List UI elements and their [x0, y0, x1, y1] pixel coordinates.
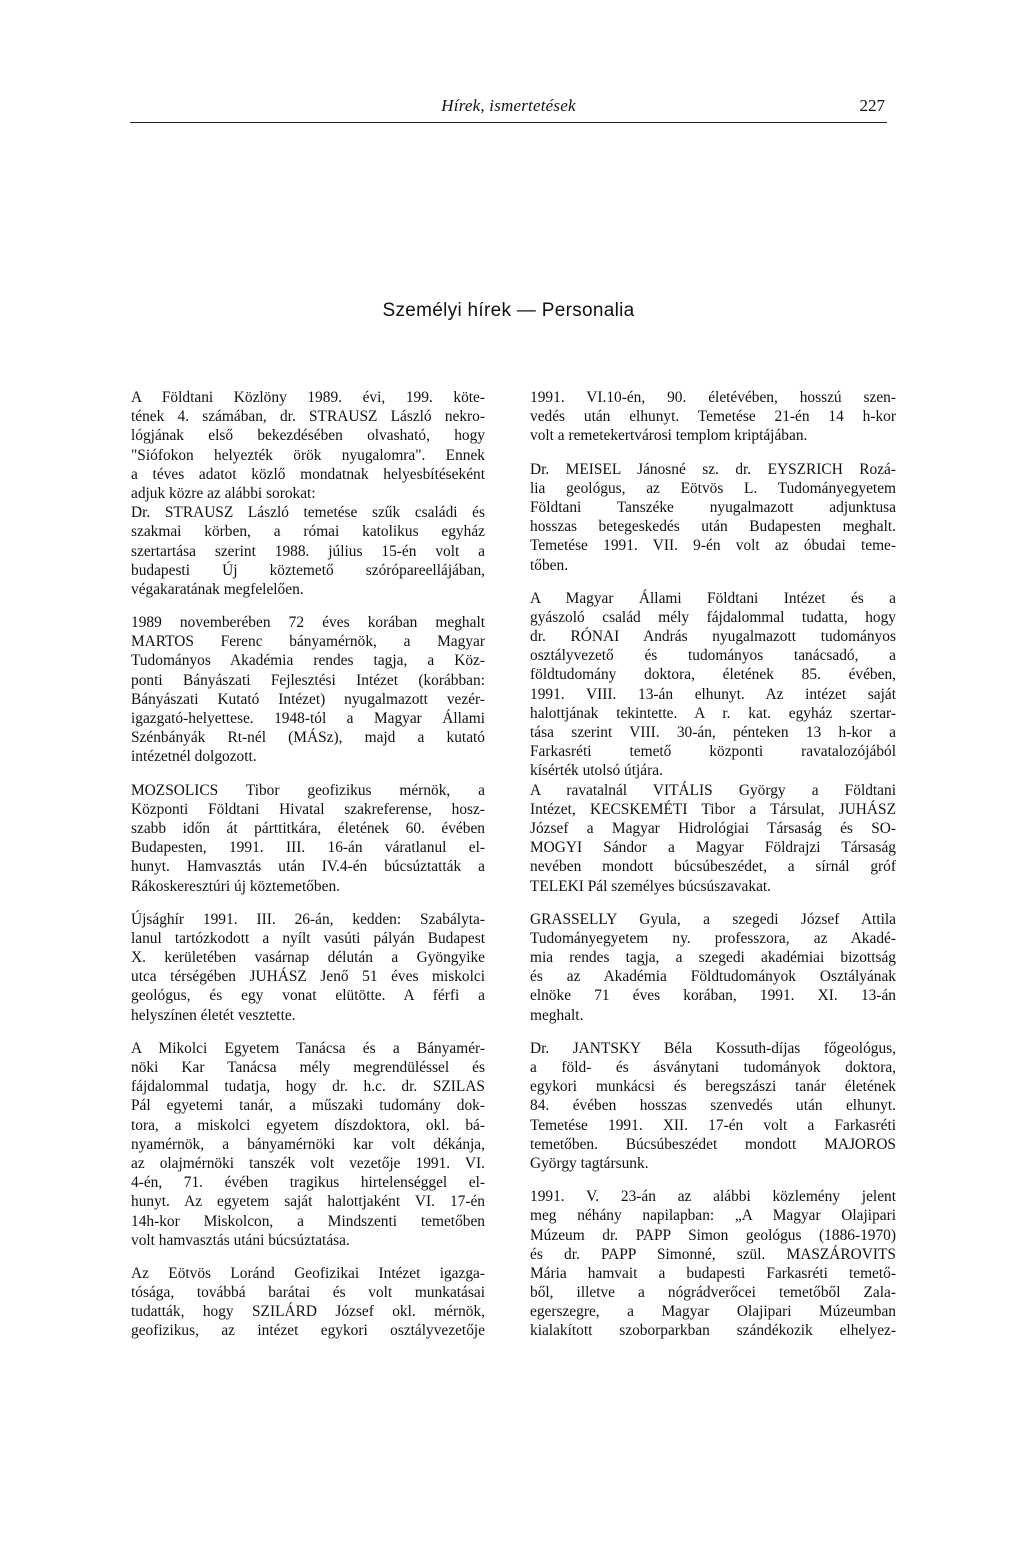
text-line: Temetése 1991. VII. 9-én volt az óbudai teme-	[530, 537, 896, 555]
text-line: Központi Földtani Hivatal szakreferense, hosz-	[131, 800, 485, 818]
right-column	[530, 388, 896, 1341]
text-line: 1989 novemberében 72 éves korában meghalt	[131, 614, 485, 632]
text-line: MOGYI Sándor a Magyar Földrajzi Társaság	[530, 839, 896, 857]
text-line: a téves adatot közlő mondatnak helyesbítéseként	[131, 465, 485, 483]
text-line: 1991. V. 23-án az alábbi közlemény jelent	[530, 1188, 896, 1206]
text-line: A ravatalnál VITÁLIS György a Földtani	[530, 781, 896, 799]
text-line: vedés után elhunyt. Temetése 21-én 14 h-kor	[530, 408, 896, 426]
text-line: nöki Kar Tanácsa mély megrendüléssel és	[131, 1059, 485, 1076]
running-title: Hírek, ismertetések	[441, 96, 576, 115]
news-item	[131, 1264, 485, 1341]
news-item	[530, 1039, 896, 1173]
paragraph-gap	[530, 1173, 896, 1187]
text-line: József a Magyar Hidrológiai Társaság és SO-	[530, 819, 896, 837]
text-line: és az Akadémia Földtudományok Osztályának	[530, 968, 896, 986]
text-line: volt hamvasztás utáni búcsúztatása.	[131, 1231, 350, 1249]
text-line: tének 4. számában, dr. STRAUSZ László nekro-	[131, 408, 485, 426]
text-line: elnöke 71 éves korában, 1991. XI. 13-án	[530, 987, 896, 1005]
text-line: utca térségében JUHÁSZ Jenő 51 éves miskolci	[131, 968, 485, 986]
text-line: az olajmérnöki tanszék volt vezetője 1991. VI.	[131, 1154, 485, 1172]
text-line: Tudományegyetem ny. professzora, az Akadé-	[530, 929, 896, 947]
text-line: osztályvezető és tudományos tanácsadó, a	[530, 647, 896, 665]
text-line: Pál egyetemi tanár, a műszaki tudomány dok-	[131, 1097, 485, 1115]
text-line: hunyt. Az egyetem saját halottjaként VI. 17-én	[131, 1193, 485, 1211]
text-line: meg néhány napilapban: „A Magyar Olajipari	[530, 1207, 896, 1225]
text-line: Dr. STRAUSZ László temetése szűk családi és	[131, 504, 485, 522]
news-item	[131, 910, 485, 1025]
paragraph-gap	[131, 896, 485, 910]
news-item	[530, 388, 896, 446]
text-line: Szénbányák Rt-nél (MÁSz), majd a kutató	[131, 729, 485, 747]
text-line: gyászoló család mély fájdalommal tudatta, hogy	[530, 608, 896, 626]
text-line: Tudományos Akadémia rendes tagja, a Köz-	[131, 652, 485, 670]
text-line: dr. RÓNAI András nyugalmazott tudományos	[530, 628, 896, 646]
paragraph-gap	[530, 446, 896, 460]
text-line: temetőben. Búcsúbeszédet mondott MAJOROS	[530, 1135, 896, 1153]
text-line: adjuk közre az alábbi sorokat:	[131, 484, 316, 502]
text-line: 1991. VI.10-én, 90. életévében, hosszú szen-	[530, 389, 896, 406]
text-line: A Magyar Állami Földtani Intézet és a	[530, 589, 896, 607]
text-line: szabb időn át párttitkára, életének 60. évében	[131, 819, 485, 837]
text-line: Múzeum dr. PAPP Simon geológus (1886-1970)	[530, 1226, 896, 1244]
text-line: szertartása szerint 1988. július 15-én volt a	[131, 542, 485, 560]
text-line: Dr. MEISEL Jánosné sz. dr. EYSZRICH Rozá-	[530, 460, 896, 478]
text-line: 4-én, 71. évében tragikus hirtelenséggel el-	[131, 1174, 485, 1192]
paragraph-gap	[131, 767, 485, 781]
paragraph-gap	[530, 575, 896, 589]
news-item	[131, 781, 485, 896]
text-line: földtudomány doktora, életének 85. évében,	[530, 666, 896, 684]
text-line: kísérték utolsó útjára.	[530, 762, 663, 780]
section-title: Személyi hírek — Personalia	[382, 300, 635, 321]
text-line: A Földtani Közlöny 1989. évi, 199. köte-	[131, 389, 485, 406]
news-item	[131, 613, 485, 767]
text-line: tudatták, hogy SZILÁRD József okl. mérnök,	[131, 1303, 485, 1321]
text-line: intézetnél dolgozott.	[131, 748, 257, 766]
text-line: 1991. VIII. 13-án elhunyt. Az intézet saját	[530, 685, 896, 703]
news-item	[530, 1187, 896, 1341]
text-line: budapesti Új köztemető szórópareellájában,	[131, 561, 485, 579]
text-line: ből, illetve a nógrádverőcei temetőből Zala-	[530, 1284, 896, 1302]
news-item	[530, 460, 896, 575]
text-line: volt a remetekertvárosi templom kriptájában.	[530, 427, 808, 445]
text-line: Mária hamvait a budapesti Farkasréti temető-	[530, 1264, 896, 1282]
left-column	[131, 388, 485, 1341]
text-line: A Mikolci Egyetem Tanácsa és a Bányamér-	[131, 1039, 485, 1057]
running-head	[130, 92, 887, 123]
text-line: GRASSELLY Gyula, a szegedi József Attila	[530, 910, 896, 928]
text-line: 84. évében hosszas szenvedés után elhunyt.	[530, 1097, 896, 1115]
news-item	[530, 589, 896, 896]
text-line: MARTOS Ferenc bányamérnök, a Magyar	[131, 633, 485, 651]
text-line: nyamérnök, a bányamérnöki kar volt dékánja,	[131, 1135, 485, 1153]
text-line: tása szerint VIII. 30-án, pénteken 13 h-kor a	[530, 724, 896, 741]
text-line: tora, a miskolci egyetem díszdoktora, okl. bá-	[131, 1116, 485, 1134]
page-number: 227	[859, 96, 885, 115]
text-line: TELEKI Pál személyes búcsúszavakat.	[530, 877, 772, 895]
text-line: szakmai körben, a római katolikus egyház	[131, 523, 485, 541]
news-item	[131, 1039, 485, 1250]
text-line: hunyt. Hamvasztás után IV.4-én búcsúztatták a	[131, 858, 485, 876]
text-line: Farkasréti temető központi ravatalozójából	[530, 743, 896, 761]
text-line: Budapesten, 1991. III. 16-án váratlanul el-	[131, 839, 485, 857]
text-line: Bányászati Kutató Intézet) nyugalmazott vezér-	[131, 690, 485, 708]
text-line: Az Eötvös Loránd Geofizikai Intézet igazga-	[131, 1264, 485, 1282]
text-line: 14h-kor Miskolcon, a Mindszenti temetőben	[131, 1212, 485, 1230]
text-line: helyszínen életét vesztette.	[131, 1006, 296, 1024]
text-line: tőben.	[530, 556, 569, 574]
text-line: Földtani Tanszéke nyugalmazott adjunktusa	[530, 498, 896, 516]
text-line: mia rendes tagja, a szegedi akadémiai bizottság	[530, 949, 896, 967]
text-line: Intézet, KECSKEMÉTI Tibor a Társulat, JUHÁSZ	[530, 800, 896, 818]
text-line: kialakított szoborparkban szándékozik elhelyez-	[530, 1322, 896, 1340]
paragraph-gap	[131, 1250, 485, 1264]
text-line: Újsághír 1991. III. 26-án, kedden: Szabályta-	[131, 910, 485, 928]
text-line: egykori munkácsi és beregszászi tanár életének	[530, 1078, 896, 1096]
news-item	[131, 388, 485, 599]
text-line: "Siófokon helyezték örök nyugalomra". Ennek	[131, 446, 485, 464]
text-line: és dr. PAPP Simonné, szül. MASZÁROVITS	[530, 1245, 896, 1263]
news-item	[530, 910, 896, 1025]
text-line: lanul tartózkodott a nyílt vasúti pályán Budapest	[131, 929, 485, 947]
paragraph-gap	[131, 1025, 485, 1039]
text-line: halottjának tekintette. A r. kat. egyház szertar-	[530, 704, 896, 722]
text-line: igazgató-helyettese. 1948-tól a Magyar Állami	[131, 710, 485, 727]
paragraph-gap	[530, 1025, 896, 1039]
text-line: X. kerületében vasárnap délután a Gyöngyike	[131, 949, 485, 967]
text-line: nevében mondott búcsúbeszédet, a sírnál gróf	[530, 858, 896, 876]
paragraph-gap	[131, 599, 485, 613]
text-line: ponti Bányászati Fejlesztési Intézet (korábban:	[131, 671, 485, 689]
text-line: György tagtársunk.	[530, 1154, 649, 1172]
text-line: geofizikus, az intézet egykori osztályvezetője	[131, 1322, 485, 1340]
text-line: tósága, továbbá barátai és volt munkatásai	[131, 1284, 485, 1302]
text-line: egerszegre, a Magyar Olajipari Múzeumban	[530, 1303, 896, 1321]
text-line: a föld- és ásványtani tudományok doktora,	[530, 1059, 896, 1076]
text-line: geológus, és egy vonat elütötte. A férfi a	[131, 987, 485, 1005]
text-line: MOZSOLICS Tibor geofizikus mérnök, a	[131, 781, 485, 799]
text-line: meghalt.	[530, 1006, 584, 1024]
text-line: Rákoskeresztúri új köztemetőben.	[131, 877, 340, 895]
text-line: lógjának első bekezdésében olvasható, hogy	[131, 427, 485, 445]
text-line: lia geológus, az Eötvös L. Tudományegyetem	[530, 479, 896, 497]
text-line: fájdalommal tudatja, hogy dr. h.c. dr. SZILAS	[131, 1078, 485, 1096]
paragraph-gap	[530, 896, 896, 910]
text-line: Dr. JANTSKY Béla Kossuth-díjas főgeológus,	[530, 1039, 896, 1057]
text-line: hosszas betegeskedés után Budapesten meghalt.	[530, 518, 896, 536]
text-line: végakaratának megfelelően.	[131, 580, 304, 598]
text-line: Temetése 1991. XII. 17-én volt a Farkasréti	[530, 1116, 896, 1134]
